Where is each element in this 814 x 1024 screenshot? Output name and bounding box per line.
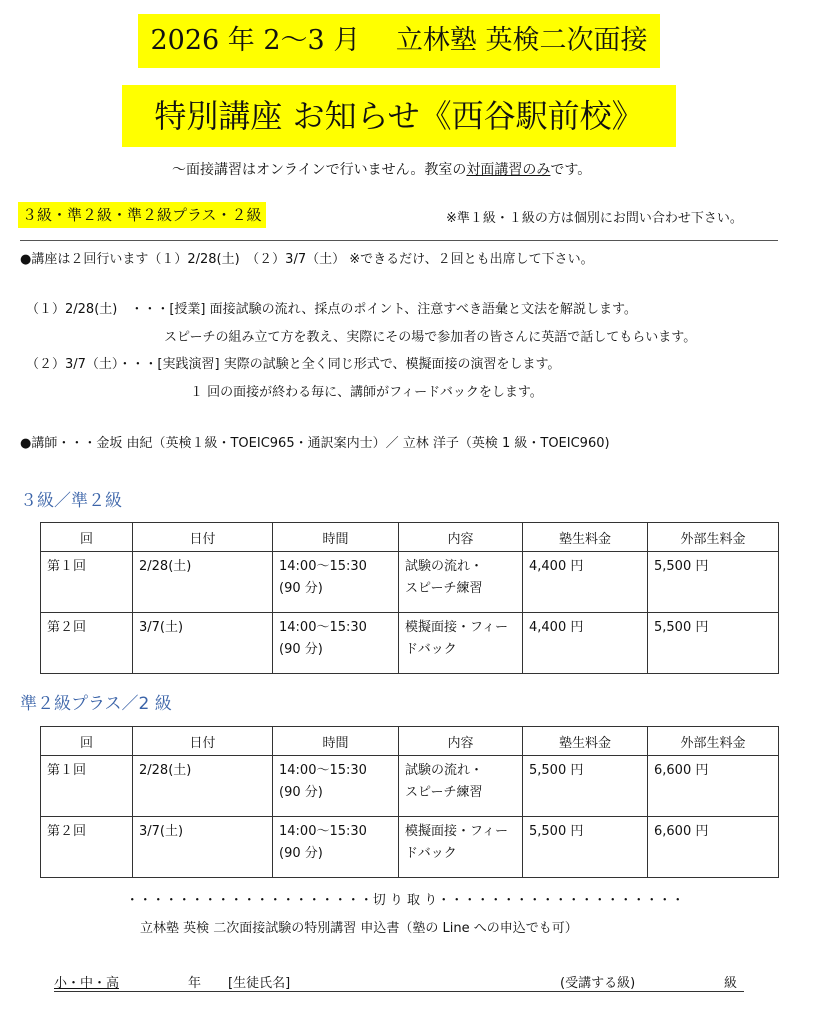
cell-member-fee: 5,500 円: [523, 817, 648, 878]
col-external-fee: 外部生料金: [648, 523, 779, 552]
col-member-fee: 塾生料金: [523, 523, 648, 552]
table-header-row: [41, 523, 779, 552]
cell-external-fee: 5,500 円: [648, 552, 779, 613]
col-no: 回: [41, 523, 133, 552]
application-form-title: 立林塾 英検 二次面接試験の特別講習 申込書（塾の Line への申込でも可）: [140, 921, 578, 936]
cell-date: 2/28(土): [133, 756, 273, 817]
time-range: 14:00〜15:30: [279, 620, 367, 635]
duration: (90 分): [279, 581, 323, 596]
table-header-row: [41, 727, 779, 756]
cell-content: [399, 613, 523, 674]
school-type: 小・中・高: [54, 976, 120, 991]
content-line1: 模擬面接・フィー: [405, 620, 508, 635]
instructors: ●講師・・・金坂 由紀（英検１級・TOEIC965・通訳案内士）／ 立林 洋子（英検 1 級・TOEIC960): [20, 436, 610, 451]
title-line-2: 特別講座 お知らせ《西谷駅前校》: [122, 85, 676, 147]
content-line2: スピーチ練習: [405, 581, 483, 596]
session2-line2: １ 回の面接が終わる毎に、講師がフィードバックをします。: [190, 385, 543, 400]
notice-prefix: 〜面接講習はオンラインで行いません。教室の: [172, 162, 467, 178]
col-external-fee: 外部生料金: [648, 727, 779, 756]
online-notice: [172, 159, 591, 179]
table-row: [41, 613, 779, 674]
session1-line2: スピーチの組み立て方を教え、実際にその場で参加者の皆さんに英語で話してもらいます。: [164, 330, 697, 345]
levels-note: ※準１級・１級の方は個別にお問い合わせ下さい。: [446, 211, 743, 226]
col-time: 時間: [273, 727, 399, 756]
schedule-table-2: [40, 726, 779, 878]
cell-date: 3/7(土): [133, 613, 273, 674]
cell-member-fee: 5,500 円: [523, 756, 648, 817]
content-line2: ドバック: [405, 642, 457, 657]
cell-content: [399, 552, 523, 613]
cut-line: ・・・・・・・・・・・・・・・・・・・切 り 取 り・・・・・・・・・・・・・・・・・・・: [125, 893, 685, 908]
time-range: 14:00〜15:30: [279, 824, 367, 839]
cell-content: [399, 817, 523, 878]
cell-time: [273, 613, 399, 674]
cell-date: 2/28(土): [133, 552, 273, 613]
col-content: 内容: [399, 523, 523, 552]
content-line1: 試験の流れ・: [405, 559, 484, 574]
form-underline: [54, 991, 744, 992]
cell-member-fee: 4,400 円: [523, 552, 648, 613]
content-line2: ドバック: [405, 846, 457, 861]
notice-underlined: 対面講習のみ: [466, 162, 551, 178]
duration: (90 分): [279, 642, 323, 657]
time-range: 14:00〜15:30: [279, 559, 367, 574]
col-time: 時間: [273, 523, 399, 552]
duration: (90 分): [279, 846, 323, 861]
cell-time: [273, 756, 399, 817]
schedule-table-1: [40, 522, 779, 674]
level-label: (受講する級): [560, 976, 636, 991]
table-row: [41, 817, 779, 878]
divider: [20, 240, 778, 241]
content-line1: 模擬面接・フィー: [405, 824, 508, 839]
duration: (90 分): [279, 785, 323, 800]
sessions-intro: ●講座は２回行います（１）2/28(土) （２）3/7（土） ※できるだけ、２回とも出席して下さい。: [20, 252, 594, 267]
cell-external-fee: 5,500 円: [648, 613, 779, 674]
content-line1: 試験の流れ・: [405, 763, 484, 778]
cell-external-fee: 6,600 円: [648, 817, 779, 878]
cell-no: 第１回: [41, 756, 133, 817]
title-line-1: 2026 年 2〜3 月 立林塾 英検二次面接: [138, 14, 660, 68]
session2-line1: （２）3/7（土）・・・[実践演習] 実際の試験と全く同じ形式で、模擬面接の演習をします。: [26, 357, 561, 372]
col-content: 内容: [399, 727, 523, 756]
session1-line1: （１）2/28(土) ・・・[授業] 面接試験の流れ、採点のポイント、注意すべき語彙と文法を解説します。: [26, 302, 637, 317]
content-line2: スピーチ練習: [405, 785, 483, 800]
level-suffix: 級: [724, 976, 738, 991]
table-row: [41, 756, 779, 817]
grade-label: 年: [188, 976, 202, 991]
col-no: 回: [41, 727, 133, 756]
notice-suffix: です。: [550, 162, 592, 178]
cell-content: [399, 756, 523, 817]
cell-no: 第２回: [41, 613, 133, 674]
time-range: 14:00〜15:30: [279, 763, 367, 778]
cell-member-fee: 4,400 円: [523, 613, 648, 674]
table2-heading: 準２級プラス／2 級: [20, 694, 172, 714]
cell-no: 第２回: [41, 817, 133, 878]
col-date: 日付: [133, 727, 273, 756]
cell-time: [273, 817, 399, 878]
cell-date: 3/7(土): [133, 817, 273, 878]
col-member-fee: 塾生料金: [523, 727, 648, 756]
table-row: [41, 552, 779, 613]
cell-time: [273, 552, 399, 613]
cell-no: 第１回: [41, 552, 133, 613]
table1-heading: ３級／準２級: [20, 491, 122, 511]
application-form-line: [54, 970, 744, 994]
target-levels: ３級・準２級・準２級プラス・２級: [18, 202, 266, 228]
student-name-label: [生徒氏名]: [228, 976, 291, 991]
cell-external-fee: 6,600 円: [648, 756, 779, 817]
col-date: 日付: [133, 523, 273, 552]
